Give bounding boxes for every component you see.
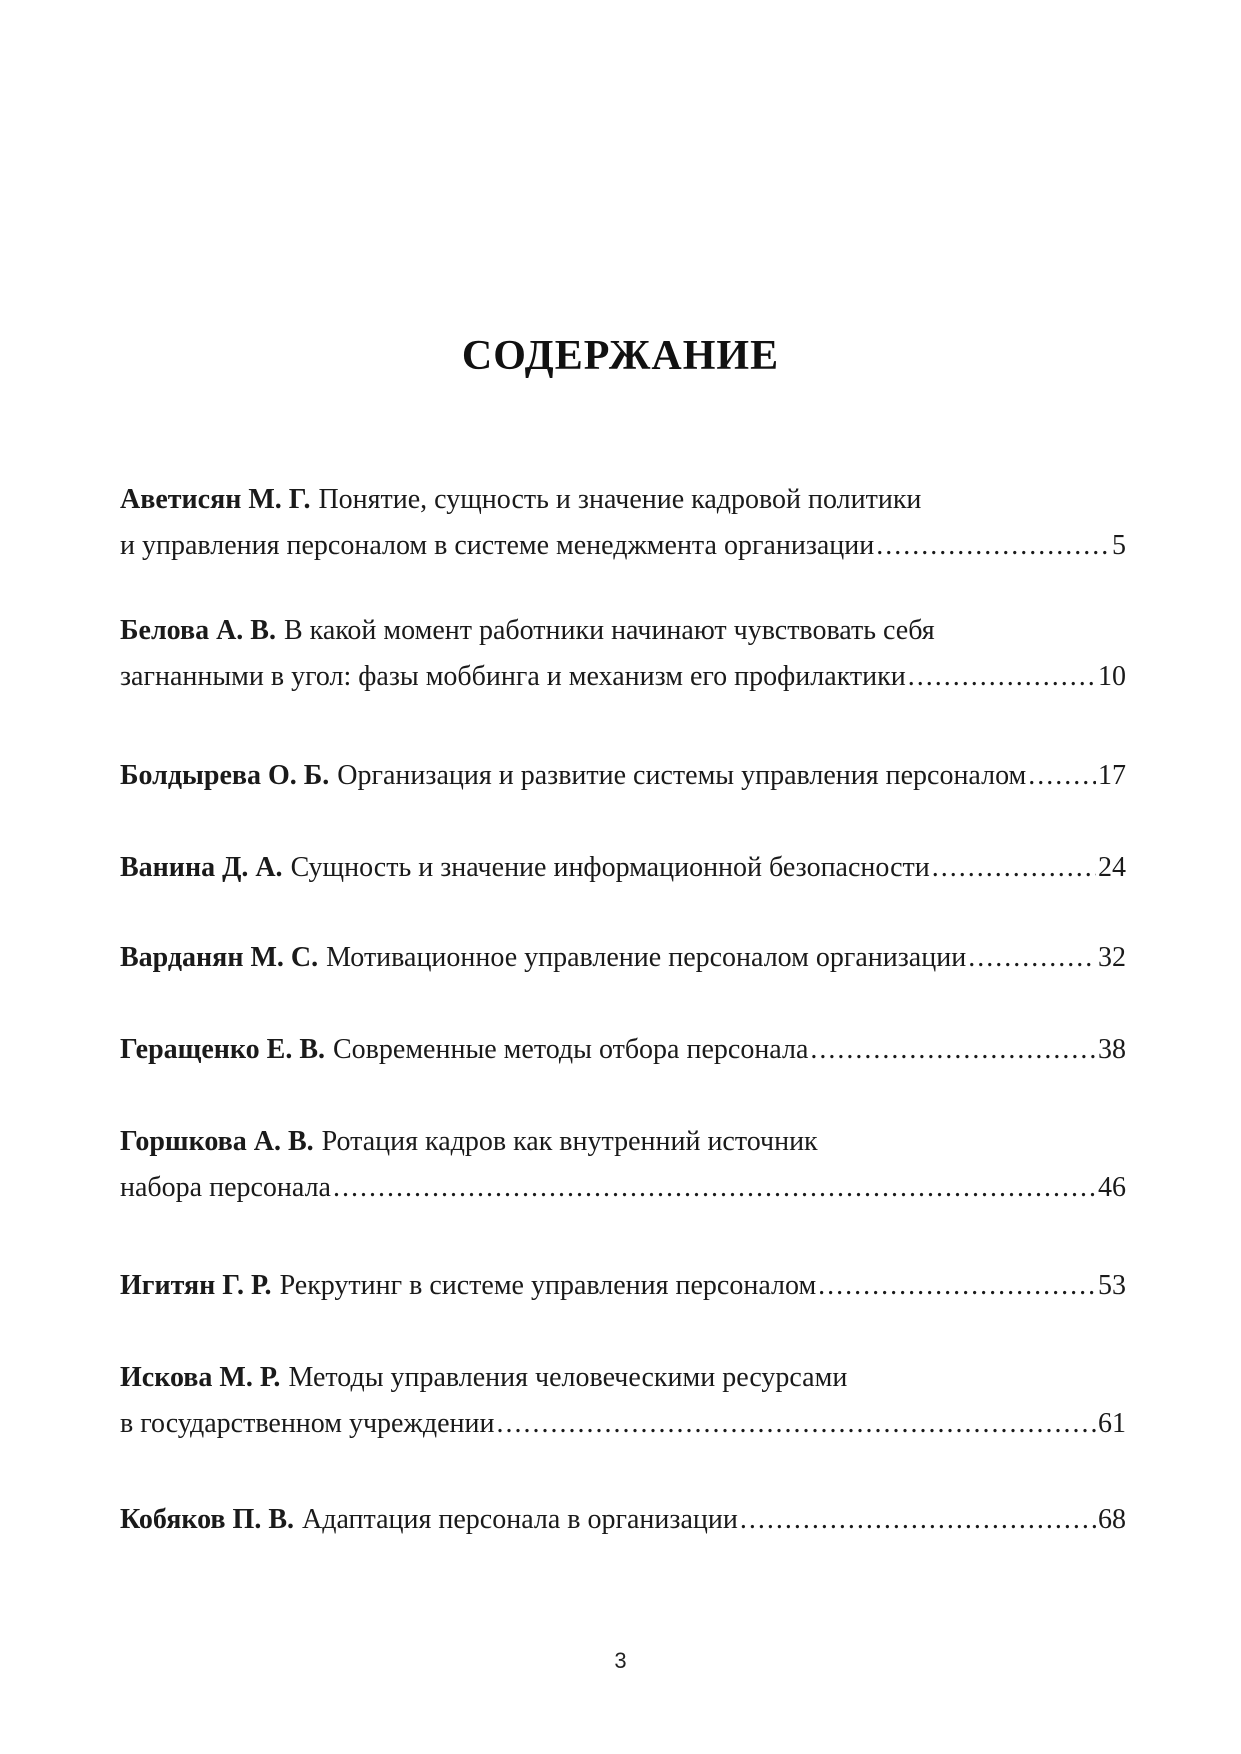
toc-entry-line [120,935,1126,981]
toc-entry[interactable] [120,1027,1126,1073]
dot-leader [1028,753,1096,799]
toc-entry-line [120,477,1126,523]
toc-entry[interactable] [120,1355,1126,1447]
toc-entry-line [120,1355,1126,1401]
toc-entry-line [120,1497,1126,1543]
toc-entry-line [120,1119,1126,1165]
toc-entry[interactable] [120,1497,1126,1543]
dot-leader [496,1401,1096,1447]
toc-entry-line [120,1401,1126,1447]
toc-author: Аветисян М. Г. [120,484,311,515]
toc-author: Белова А. В. [120,615,276,646]
toc-title-continuation: в государственном учреждении [120,1408,495,1439]
toc-entry-line [120,1263,1126,1309]
toc-author: Кобяков П. В. [120,1504,295,1535]
toc-title-continuation: и управления персоналом в системе менеджмента организации [120,530,875,561]
toc-entry[interactable] [120,935,1126,981]
toc-author: Геращенко Е. В. [120,1034,325,1065]
footer-page-number: 3 [614,1648,627,1673]
toc-entry[interactable] [120,1263,1126,1309]
dot-leader [932,845,1096,891]
toc-page-number: 32 [1098,942,1126,973]
toc-page-number: 5 [1112,530,1126,561]
toc-entry-line [120,845,1126,891]
toc-author: Болдырева О. Б. [120,760,330,791]
toc-title: Сущность и значение информационной безопасности [290,852,930,883]
toc-title: Ротация кадров как внутренний источник [321,1126,818,1157]
toc-title-continuation: загнанными в угол: фазы моббинга и механизм его профилактики [120,661,906,692]
toc-page-number: 61 [1098,1408,1126,1439]
toc-entry-line [120,1027,1126,1073]
toc-title: Мотивационное управление персоналом организации [326,942,967,973]
toc-author: Искова М. Р. [120,1362,281,1393]
toc-author: Варданян М. С. [120,942,319,973]
toc-entry-line [120,753,1126,799]
dot-leader [810,1027,1096,1073]
toc-entry[interactable] [120,845,1126,891]
dot-leader [818,1263,1096,1309]
toc-title: Понятие, сущность и значение кадровой политики [318,484,922,515]
dot-leader [740,1497,1096,1543]
toc-entry-line [120,523,1126,569]
toc-entry[interactable] [120,1119,1126,1211]
toc-title: Организация и развитие системы управления персоналом [337,760,1027,791]
toc-page-number: 46 [1098,1172,1126,1203]
toc-entry[interactable] [120,753,1126,799]
toc-entry-line [120,608,1126,654]
toc-title: Рекрутинг в системе управления персоналом [279,1270,817,1301]
dot-leader [876,523,1110,569]
toc-page-number: 68 [1098,1504,1126,1535]
toc-page-number: 24 [1098,852,1126,883]
toc-title: Адаптация персонала в организации [302,1504,738,1535]
dot-leader [908,654,1096,700]
dot-leader [968,935,1096,981]
toc-author: Игитян Г. Р. [120,1270,272,1301]
toc-title: Современные методы отбора персонала [333,1034,809,1065]
toc-title: В какой момент работники начинают чувствовать себя [283,615,935,646]
toc-entry-line [120,654,1126,700]
toc-title: Методы управления человеческими ресурсами [288,1362,848,1393]
toc-page-number: 38 [1098,1034,1126,1065]
dot-leader [333,1165,1096,1211]
toc-entry[interactable] [120,477,1126,569]
toc-page-number: 10 [1098,661,1126,692]
page-title: СОДЕРЖАНИЕ [461,333,780,379]
toc-title-continuation: набора персонала [120,1172,331,1203]
toc-author: Ванина Д. А. [120,852,283,883]
toc-page-number: 53 [1098,1270,1126,1301]
toc-entry[interactable] [120,608,1126,700]
toc-entry-line [120,1165,1126,1211]
toc-author: Горшкова А. В. [120,1126,314,1157]
toc-page-number: 17 [1098,760,1126,791]
